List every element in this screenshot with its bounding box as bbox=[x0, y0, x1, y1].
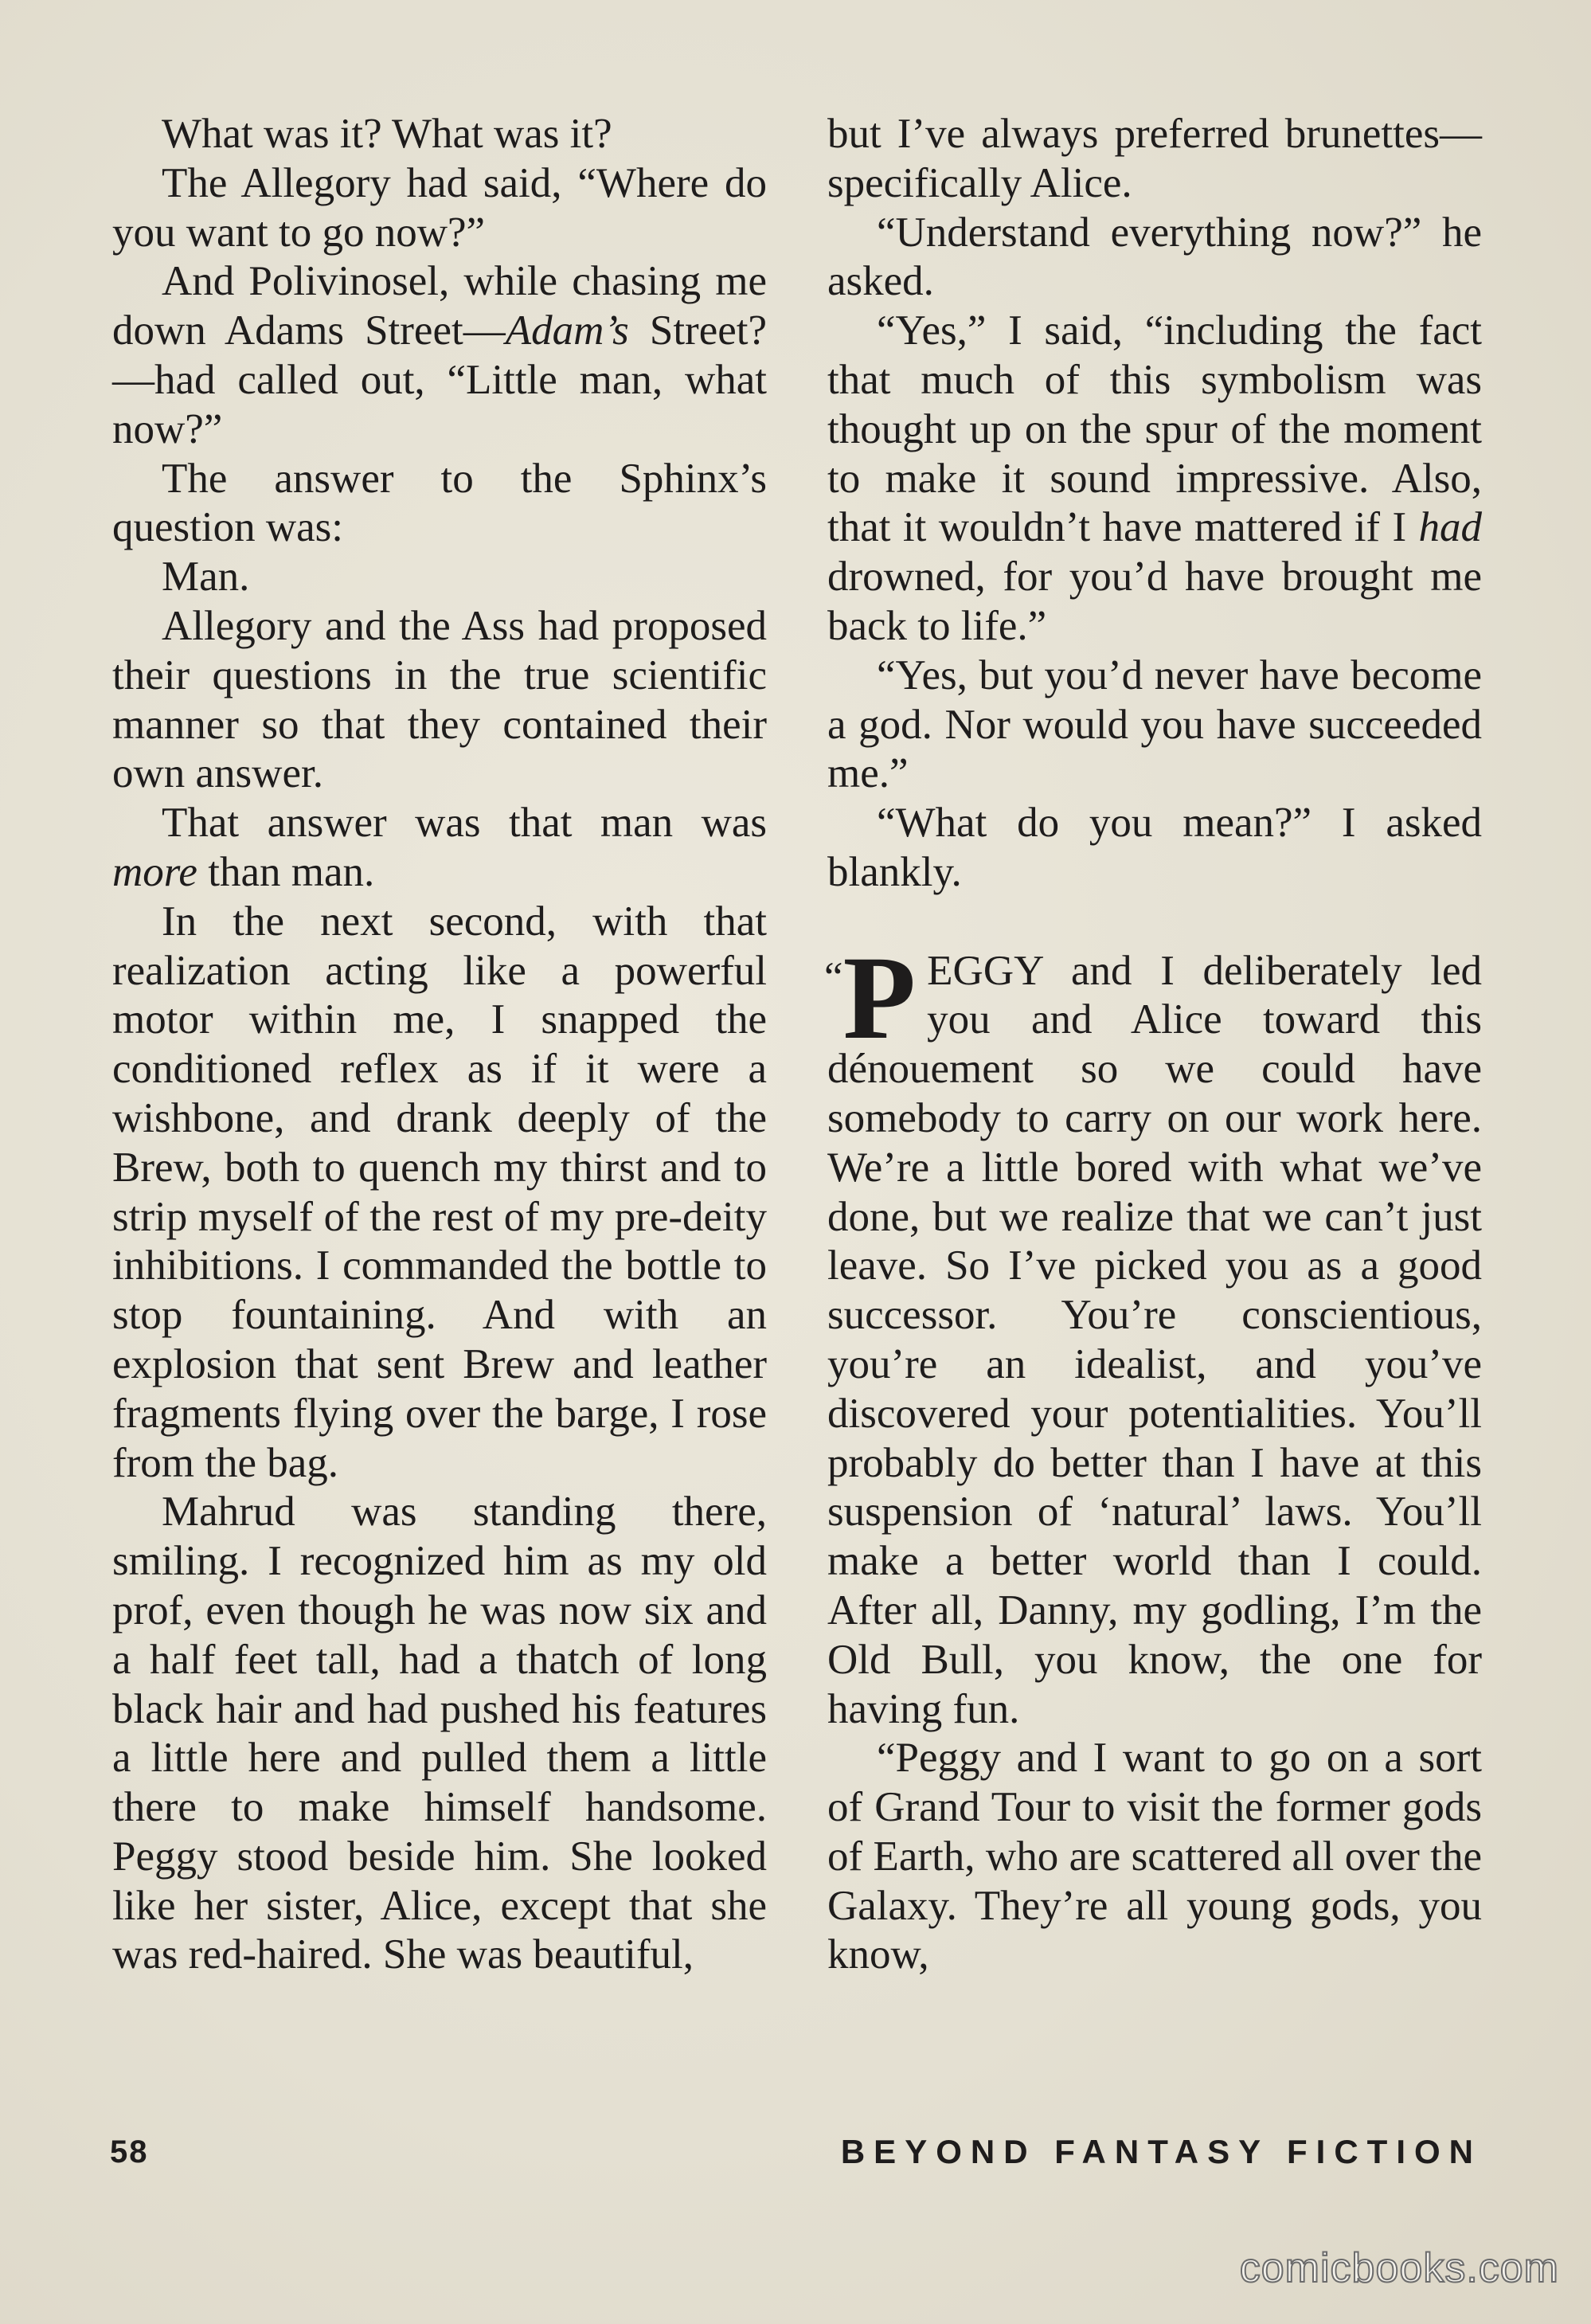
paragraph: Allegory and the Ass had proposed their questions in the true scientific manner so that they contained their own answer. bbox=[112, 602, 767, 797]
paragraph: “Yes, but you’d never have become a god. Nor would you have succeeded me.” bbox=[827, 651, 1482, 797]
text-run: and I deliberately led you and Alice toward this dénouement so we could have somebody to carry on our work here. We’re a little bored with what we’ve done, but we realize that we can’t just leave. So I’ve picked you as a good successor. You’re conscientious, you’re an idealist, and you’ve discovered your potentialities. You’ll probably do better than I have at this suspension of ‘natural’ laws. You’ll make a better world than I could. After all, Danny, my godling, I’m the Old Bull, you know, the one for having fun. bbox=[827, 947, 1482, 1732]
small-caps-word: EGGY bbox=[927, 947, 1043, 994]
paragraph: The answer to the Sphinx’s question was: bbox=[112, 455, 767, 551]
paragraph-with-drop-cap bbox=[824, 931, 1482, 1735]
text-run: And Polivinosel, while chasing me down Adams Street— bbox=[112, 258, 767, 354]
text-run: drowned, for you’d have brought me back to life.” bbox=[827, 554, 1482, 649]
text-run: That answer was that man was bbox=[162, 800, 767, 847]
drop-cap bbox=[824, 931, 917, 1064]
paragraph bbox=[112, 257, 767, 454]
magazine-title: BEYOND FANTASY FICTION bbox=[840, 2133, 1482, 2170]
left-text-column bbox=[112, 110, 767, 1980]
paragraph: “What do you mean?” I asked blankly. bbox=[827, 800, 1482, 895]
text-run: Street?—had called out, “Little man, what now?” bbox=[112, 307, 768, 452]
watermark: comicbooks.com bbox=[1239, 2245, 1559, 2291]
paragraph: In the next second, with that realization acting like a powerful motor within me, I snapped the conditioned reflex as if it were a wishbone, and drank deeply of the Brew, both to quench my thirst and to strip myself of the rest of my pre-deity inhibitions. I commanded the bottle to stop fountaining. And with an explosion that sent Brew and leather fragments flying over the barge, I rose from the bag. bbox=[112, 898, 767, 1486]
paragraph: “Understand everything now?” he asked. bbox=[827, 209, 1482, 305]
paragraph: What was it? What was it? bbox=[162, 111, 612, 157]
paragraph: The Allegory had said, “Where do you want to go now?” bbox=[112, 159, 767, 256]
text-run: than man. bbox=[197, 848, 375, 895]
drop-cap-letter: P bbox=[842, 931, 917, 1064]
paragraph bbox=[827, 307, 1482, 651]
paragraph: Mahrud was standing there, smiling. I recognized him as my old prof, even though he was now six and a half feet tall, had a thatch of long black hair and had pushed his features a little here and pulled them a little there to make himself handsome. Peggy stood beside him. She looked like her sister, Alice, except that she was red-haired. She was beautiful, bbox=[112, 1489, 767, 1978]
paragraph bbox=[112, 799, 767, 898]
text-run: “Yes,” I said, “including the fact that much of this symbolism was thought up on the spur of the moment to make it sound impressive. Also, that it wouldn’t have mattered if I bbox=[827, 307, 1482, 551]
paragraph: “Peggy and I want to go on a sort of Grand Tour to visit the former gods of Earth, who are scattered all over the Galaxy. They’re all young gods, you know, bbox=[827, 1735, 1482, 1978]
italic-text: Adam’s bbox=[505, 307, 629, 354]
paragraph: Man. bbox=[162, 554, 250, 601]
italic-text: had bbox=[1418, 504, 1482, 551]
open-quote: “ bbox=[824, 953, 843, 1000]
right-text-column bbox=[824, 110, 1482, 1980]
paragraph: but I’ve always preferred brunettes—specifically Alice. bbox=[827, 111, 1482, 206]
italic-text: more bbox=[112, 848, 197, 895]
page-number: 58 bbox=[110, 2134, 149, 2169]
